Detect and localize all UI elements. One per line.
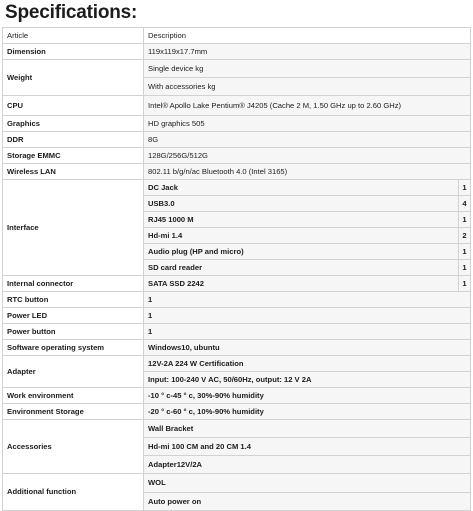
row-value: Hd-mi 100 CM and 20 CM 1.4: [144, 438, 470, 456]
table-row: [3, 324, 471, 340]
row-value: Intel® Apollo Lake Pentium® J4205 (Cache 2 M, 1.50 GHz up to 2.60 GHz): [144, 96, 471, 116]
row-value: Windows10, ubuntu: [144, 340, 471, 356]
row-label: Interface: [3, 180, 144, 276]
row-value: 119x119x17.7mm: [144, 44, 471, 60]
interface-qty: 4: [459, 196, 470, 212]
row-value: HD graphics 505: [144, 116, 471, 132]
row-label: Power LED: [3, 308, 144, 324]
interface-item: RJ45 1000 M: [144, 212, 458, 228]
table-row: [3, 148, 471, 164]
row-label: Wireless LAN: [3, 164, 144, 180]
interface-qty: 1: [459, 212, 470, 228]
row-value: Single device kg: [144, 60, 470, 78]
interface-names: [144, 180, 459, 276]
interface-qty: 2: [459, 228, 470, 244]
row-value: 1: [144, 292, 471, 308]
row-value: 128G/256G/512G: [144, 148, 471, 164]
header-description: Description: [144, 28, 471, 44]
table-row: [3, 180, 471, 276]
row-label: Storage EMMC: [3, 148, 144, 164]
header-article: Article: [3, 28, 144, 44]
row-value: 802.11 b/g/n/ac Bluetooth 4.0 (Intel 3165): [144, 164, 471, 180]
table-row: [3, 60, 471, 96]
table-row: [3, 132, 471, 148]
row-label: CPU: [3, 96, 144, 116]
row-value: With accessories kg: [144, 78, 470, 95]
row-value: Wall Bracket: [144, 420, 470, 438]
interface-qty: 1: [459, 244, 470, 260]
table-row: [3, 164, 471, 180]
interface-item: Audio plug (HP and micro): [144, 244, 458, 260]
row-value: SATA SSD 2242: [144, 276, 459, 292]
row-label: Work environment: [3, 388, 144, 404]
row-value: 8G: [144, 132, 471, 148]
row-qty: 1: [458, 276, 470, 292]
table-row: [3, 308, 471, 324]
table-row: [3, 404, 471, 420]
interface-qty: 1: [459, 180, 470, 196]
row-value: 1: [144, 308, 471, 324]
row-label: Dimension: [3, 44, 144, 60]
row-label: Weight: [3, 60, 144, 96]
page-title: Specifications:: [5, 2, 138, 23]
row-label: DDR: [3, 132, 144, 148]
table-header-row: [3, 28, 471, 44]
row-value: Input: 100-240 V AC, 50/60Hz, output: 12 V 2A: [144, 372, 470, 387]
table-row: [3, 356, 471, 388]
row-label: Software operating system: [3, 340, 144, 356]
row-label: Adapter: [3, 356, 144, 388]
row-label: RTC button: [3, 292, 144, 308]
interface-item: DC Jack: [144, 180, 458, 196]
interface-quantities: [458, 180, 470, 276]
row-value: -10 ° c-45 ° c, 30%-90% humidity: [144, 388, 471, 404]
table-row: [3, 96, 471, 116]
interface-item: SD card reader: [144, 260, 458, 275]
row-value: Auto power on: [144, 493, 470, 510]
table-row: [3, 340, 471, 356]
interface-item: USB3.0: [144, 196, 458, 212]
table-row: [3, 292, 471, 308]
row-value-group: [144, 356, 471, 388]
specifications-table: [2, 27, 471, 511]
row-label: Internal connector: [3, 276, 144, 292]
interface-qty: 1: [459, 260, 470, 275]
row-label: Power button: [3, 324, 144, 340]
row-value: -20 ° c-60 ° c, 10%-90% humidity: [144, 404, 471, 420]
table-row: [3, 116, 471, 132]
row-label: Accessories: [3, 420, 144, 474]
row-value: Adapter12V/2A: [144, 456, 470, 473]
row-label: Environment Storage: [3, 404, 144, 420]
row-label: Graphics: [3, 116, 144, 132]
interface-item: Hd-mi 1.4: [144, 228, 458, 244]
row-value-group: [144, 474, 471, 511]
row-value-group: [144, 420, 471, 474]
table-row: [3, 44, 471, 60]
table-row: [3, 474, 471, 511]
row-label: Additional function: [3, 474, 144, 511]
table-row: [3, 388, 471, 404]
row-value: WOL: [144, 474, 470, 493]
row-value: 12V-2A 224 W Certification: [144, 356, 470, 372]
row-value: 1: [144, 324, 471, 340]
table-row: [3, 420, 471, 474]
table-row: [3, 276, 471, 292]
row-value-group: [144, 60, 471, 96]
